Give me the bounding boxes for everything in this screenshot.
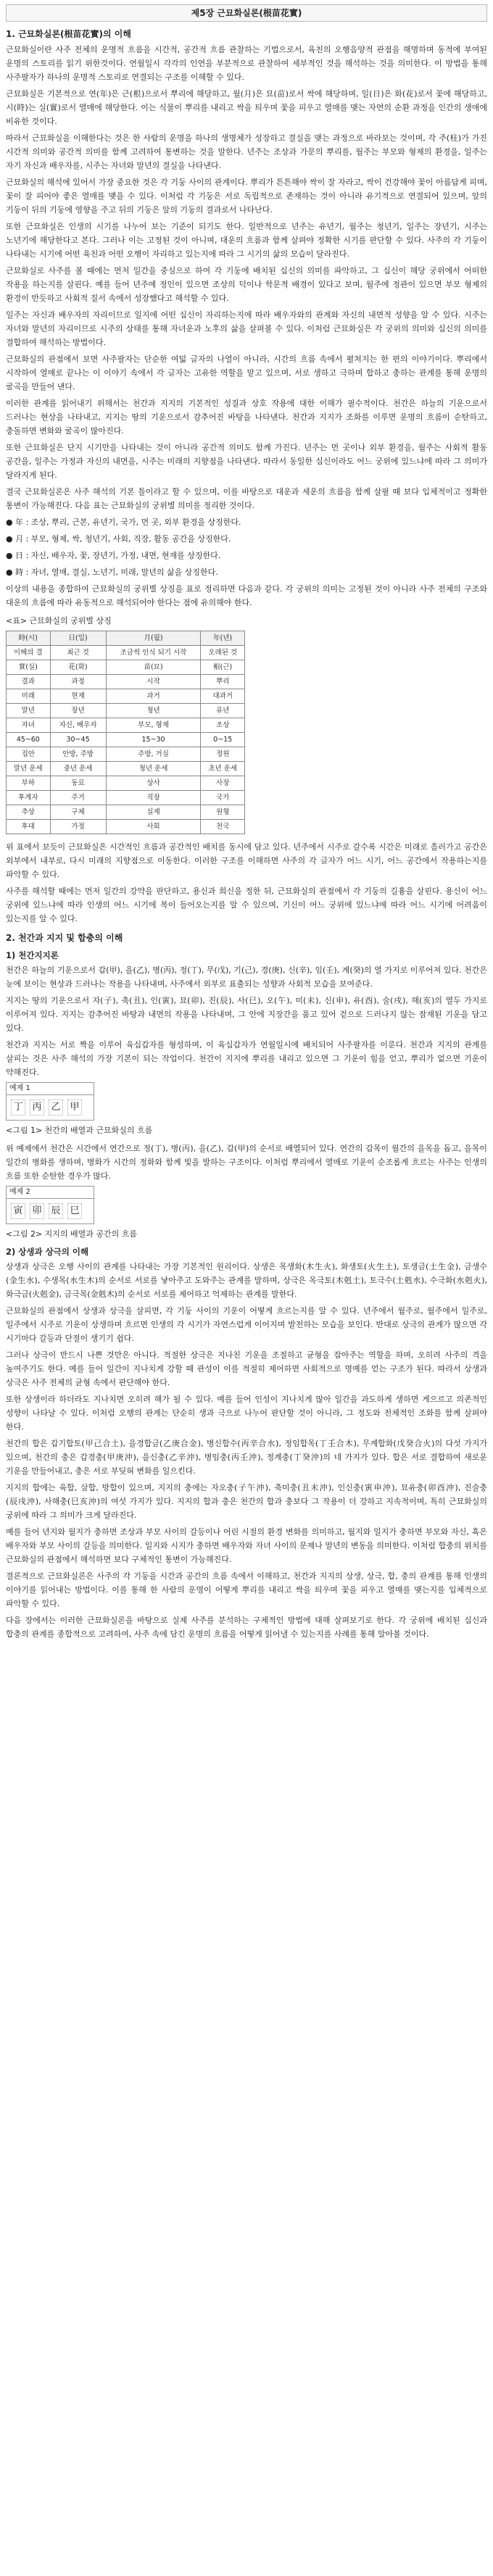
table-header-row bbox=[7, 631, 245, 646]
list-item: ● 日 : 자신, 배우자, 꽃, 장년기, 가정, 내면, 현재를 상징한다. bbox=[6, 551, 221, 560]
example-box-1 bbox=[6, 1082, 94, 1121]
subsection-heading-2-2: 2) 상생과 상극의 이해 bbox=[6, 1247, 89, 1257]
paragraph: 근묘화실은 기본적으로 연(年)은 근(根)으로서 뿌리에 해당하고, 월(月)은 묘(苗)로서 싹에 해당하며, 일(日)은 화(花)로서 꽃에 해당하고, 시(時)는 실(實)로서 열매에 해당한다. 이는 식물이 뿌리를 내리고 싹을 틔우며 꽃을 피우고 열매를 맺는 자연의 순환 과정을 인간의 생애에 비유한 것이다. bbox=[6, 89, 487, 126]
section-1-body bbox=[6, 43, 487, 512]
paragraph: 근묘화실의 관점에서 보면 사주팔자는 단순한 여덟 글자의 나열이 아니라, 시간의 흐름 속에서 펼쳐지는 한 편의 이야기이다. 뿌리에서 시작하여 열매로 끝나는 이 이야기 속에서 각 글자는 고유한 역할을 맡고 있으며, 서로 생하고 극하며 합하고 충하는 관계를 통해 운명의 굴곡을 만들어 낸다. bbox=[6, 354, 487, 391]
stem-char: 甲 bbox=[67, 1100, 82, 1115]
table-cell: 직장 bbox=[106, 791, 201, 805]
table-cell: 미래 bbox=[7, 689, 51, 704]
table-cell: 대과거 bbox=[201, 689, 245, 704]
document-page bbox=[6, 0, 487, 1641]
table-cell: 유년 bbox=[201, 704, 245, 718]
table-cell: 결과 bbox=[7, 675, 51, 689]
table-cell: 가정 bbox=[50, 820, 106, 834]
table-row bbox=[7, 776, 245, 791]
table-row bbox=[7, 689, 245, 704]
subsection-heading-2-1: 1) 천간지지론 bbox=[6, 950, 59, 960]
table-cell: 집안 bbox=[7, 747, 51, 762]
section-2-2-body bbox=[6, 1260, 487, 1641]
paragraph: 천간은 하늘의 기운으로서 갑(甲), 을(乙), 병(丙), 정(丁), 무(戊), 기(己), 경(庚), 신(辛), 임(壬), 계(癸)의 열 가지로 이루어져 있다. 천간은 눈에 보이는 현상과 드러나는 작용을 나타내며, 사주에서 외부로 표출되는 성향과 사회적 모습을 보여준다. bbox=[6, 965, 487, 989]
table-cell: 후대 bbox=[7, 820, 51, 834]
paragraph: 또한 근묘화실은 단지 시기만을 나타내는 것이 아니라 공간적 의미도 함께 가진다. 년주는 먼 곳이나 외부 환경을, 월주는 사회적 활동 공간을, 일주는 가정과 자신의 내면을, 시주는 미래의 지향점을 나타낸다. 따라서 동일한 십신이라도 어느 궁위에 있느냐에 따라 그 의미가 달라지게 된다. bbox=[6, 443, 487, 480]
table-cell: 상사 bbox=[106, 776, 201, 791]
table-row bbox=[7, 704, 245, 718]
table-cell: 후계자 bbox=[7, 791, 51, 805]
table-cell: 이해의 결 bbox=[7, 646, 51, 660]
table-cell: 천국 bbox=[201, 820, 245, 834]
paragraph: 또한 상생이라 하더라도 지나치면 오히려 해가 될 수 있다. 예를 들어 인성이 지나치게 많아 일간을 과도하게 생하면 게으르고 의존적인 성향이 나타날 수 있다. 이처럼 오행의 관계는 단순히 생과 극으로 나누어 판단할 것이 아니라, 그 정도와 전체적인 조화를 함께 살펴야 한다. bbox=[6, 1395, 487, 1432]
table-row bbox=[7, 660, 245, 675]
paragraph: 근묘화실로 사주를 볼 때에는 먼저 일간을 중심으로 하여 각 기둥에 배치된 십신의 의미를 파악하고, 그 십신이 해당 궁위에서 어떠한 작용을 하는지를 살핀다. 예를 들어 년주에 정인이 있으면 조상의 덕이나 학문적 배경이 있다고 보며, 월주에 정관이 있으면 부모 형제의 환경이 반듯하고 사회적 질서 속에서 성장했다고 해석할 수 있다. bbox=[6, 266, 487, 303]
table-body bbox=[7, 646, 245, 834]
table-caption: <표> 근묘화실의 궁위별 상징 bbox=[6, 616, 112, 626]
section-1-conclusion bbox=[6, 840, 487, 926]
table-cell: 안방, 주방 bbox=[50, 747, 106, 762]
table-cell: 초년 운세 bbox=[201, 762, 245, 776]
example-box-chars bbox=[7, 1199, 94, 1223]
branch-char: 卯 bbox=[30, 1203, 44, 1219]
table-cell: 根(근) bbox=[201, 660, 245, 675]
figure-caption: <그림 1> 천간의 배열과 근묘화실의 흐름 bbox=[6, 1126, 153, 1135]
paragraph: 지지의 합에는 육합, 삼합, 방합이 있으며, 지지의 충에는 자오충(子午沖), 축미충(丑未沖), 인신충(寅申沖), 묘유충(卯酉沖), 진술충(辰戌沖), 사해충(巳亥沖)의 여섯 가지가 있다. 지지의 합과 충은 천간의 합과 충보다 그 작용이 더 강하고 지속적이며, 특히 근묘화실의 궁위에 따라 그 의미가 크게 달라진다. bbox=[6, 1483, 487, 1520]
paragraph: 위 예제에서 천간은 시간에서 연간으로 정(丁), 병(丙), 을(乙), 갑(甲)의 순서로 배열되어 있다. 연간의 갑목이 월간의 을목을 돕고, 을목이 일간의 병화를 생하며, 병화가 시간의 정화와 함께 빛을 발하는 구조이다. 이처럼 뿌리에서 열매로 기운이 순조롭게 흐르는 사주는 인생의 흐름 또한 순탄한 경우가 많다. bbox=[6, 1144, 487, 1181]
chapter-title: 제5장 근묘화실론(根苗花實) bbox=[6, 4, 487, 22]
table-cell: 최근 것 bbox=[50, 646, 106, 660]
table-cell: 실제 bbox=[106, 805, 201, 820]
example-box-2 bbox=[6, 1186, 94, 1224]
branch-char: 辰 bbox=[49, 1203, 63, 1219]
position-symbol-table bbox=[6, 631, 245, 834]
table-cell: 자녀 bbox=[7, 718, 51, 733]
table-row bbox=[7, 791, 245, 805]
table-cell: 구체 bbox=[50, 805, 106, 820]
table-cell: 현재 bbox=[50, 689, 106, 704]
table-row bbox=[7, 718, 245, 733]
paragraph: 천간과 지지는 서로 짝을 이루어 육십갑자를 형성하며, 이 육십갑자가 연월일시에 배치되어 사주팔자를 이룬다. 천간과 지지의 관계를 살피는 것은 사주 해석의 가장 기본이 되는 작업이다. 천간이 지지에 뿌리를 내리고 있으면 그 기운이 힘을 얻고, 뿌리가 없으면 기운이 약해진다. bbox=[6, 1040, 487, 1077]
table-cell: 중년 운세 bbox=[50, 762, 106, 776]
paragraph: 따라서 근묘화실을 이해한다는 것은 한 사람의 운명을 하나의 생명체가 성장하고 결실을 맺는 과정으로 바라보는 것이며, 각 주(柱)가 가진 시간적 의미와 공간적 의미를 함께 고려하여 통변하는 것을 말한다. 년주는 조상과 가문의 뿌리를, 월주는 부모와 형제의 환경을, 일주는 자기 자신과 배우자를, 시주는 자녀와 말년의 결실을 나타낸다. bbox=[6, 133, 487, 170]
table-cell: 0~15 bbox=[201, 733, 245, 747]
table-cell: 苗(묘) bbox=[106, 660, 201, 675]
table-header-cell: 月(월) bbox=[106, 631, 201, 646]
table-cell: 주거 bbox=[50, 791, 106, 805]
paragraph: 결론적으로 근묘화실론은 사주의 각 기둥을 시간과 공간의 흐름 속에서 이해하고, 천간과 지지의 상생, 상극, 합, 충의 관계를 통해 인생의 이야기를 읽어내는 방법이다. 이를 통해 한 사람의 운명이 어떻게 뿌리를 내리고 싹을 틔우며 꽃을 피우고 열매를 맺는지를 입체적으로 파악할 수 있다. bbox=[6, 1571, 487, 1608]
table-cell: 청년 운세 bbox=[106, 762, 201, 776]
paragraph: 사주를 해석할 때에는 먼저 일간의 강약을 판단하고, 용신과 희신을 정한 뒤, 근묘화실의 관점에서 각 기둥의 길흉을 살핀다. 용신이 어느 궁위에 있느냐에 따라 인생의 어느 시기에 복이 들어오는지를 알 수 있으며, 기신이 어느 궁위에 있느냐에 따라 어느 시기에 어려움이 있는지를 알 수 있다. bbox=[6, 886, 487, 923]
paragraph: 근묘화실이란 사주 전체의 운명적 흐름을 시간적, 공간적 흐름 관찰하는 기법으로서, 육친의 오행음양적 관점을 해명하며 동적에 부여된 운명의 스토리를 읽기 위한것이다. 연월일시 각각의 인연을 부분적으로 관찰하여 세부적인 것을 해석하는 것을 의미한다. 이 방법을 통해 사주팔자가 하나의 운명적 스토리로 연결되는 구조를 이해할 수 있다. bbox=[6, 45, 487, 82]
paragraph: 그러나 상극이 반드시 나쁜 것만은 아니다. 적절한 상극은 지나친 기운을 조절하고 균형을 잡아주는 역할을 하며, 오히려 사주의 격을 높여주기도 한다. 예를 들어 일간이 지나치게 강할 때 관성이 이를 적절히 제어하면 사회적으로 명예를 얻는 구조가 된다. 따라서 상생과 상극은 사주 전체의 균형 속에서 판단해야 한다. bbox=[6, 1350, 487, 1387]
table-cell: 부하 bbox=[7, 776, 51, 791]
paragraph: 이상의 내용을 종합하여 근묘화실의 궁위별 상징을 표로 정리하면 다음과 같다. 각 궁위의 의미는 고정된 것이 아니라 사주 전체의 구조와 대운의 흐름에 따라 유동적으로 해석되어야 한다는 점에 유의해야 한다. bbox=[6, 584, 487, 607]
paragraph: 근묘화실의 해석에 있어서 가장 중요한 것은 각 기둥 사이의 관계이다. 뿌리가 튼튼해야 싹이 잘 자라고, 싹이 건강해야 꽃이 아름답게 피며, 꽃이 잘 피어야 좋은 열매를 맺을 수 있다. 이처럼 각 기둥은 서로 독립적으로 존재하는 것이 아니라 유기적으로 연결되어 있으며, 앞의 기둥이 뒤의 기둥에 영향을 주고 뒤의 기둥은 앞의 기둥의 결과로서 나타난다. bbox=[6, 178, 487, 215]
paragraph: 이러한 관계를 읽어내기 위해서는 천간과 지지의 기본적인 성질과 상호 작용에 대한 이해가 필수적이다. 천간은 하늘의 기운으로서 드러나는 현상을 나타내고, 지지는 땅의 기운으로서 감추어진 바탕을 나타낸다. 천간과 지지가 조화를 이루면 운명의 흐름이 순탄하고, 충돌하면 변화와 굴곡이 많아진다. bbox=[6, 399, 487, 436]
table-cell: 주방, 거실 bbox=[106, 747, 201, 762]
paragraph: 다음 장에서는 이러한 근묘화실론을 바탕으로 실제 사주를 분석하는 구체적인 방법에 대해 살펴보기로 한다. 각 궁위에 배치된 십신과 합충의 관계를 종합적으로 고려하여, 사주 속에 담긴 운명의 흐름을 어떻게 읽어낼 수 있는지를 사례를 통해 알아볼 것이다. bbox=[6, 1616, 487, 1639]
table-row bbox=[7, 762, 245, 776]
table-cell: 15~30 bbox=[106, 733, 201, 747]
symbol-list bbox=[6, 515, 487, 579]
table-row bbox=[7, 646, 245, 660]
table-cell: 조금씩 인식 되기 시작 bbox=[106, 646, 201, 660]
stem-char: 乙 bbox=[49, 1100, 63, 1115]
paragraph: 근묘화실의 관점에서 상생과 상극을 살피면, 각 기둥 사이의 기운이 어떻게 흐르는지를 알 수 있다. 년주에서 월주로, 월주에서 일주로, 일주에서 시주로 기운이 상생하며 흐르면 인생의 각 시기가 자연스럽게 이어지며 발전하는 모습을 보인다. 반대로 상극의 관계가 많으면 각 시기마다 갈등과 단절이 생기기 쉽다. bbox=[6, 1306, 487, 1343]
table-header-cell: 日(일) bbox=[50, 631, 106, 646]
paragraph: 일주는 자신과 배우자의 자리이므로 일지에 어떤 십신이 자리하는지에 따라 배우자와의 관계와 자신의 내면적 성향을 알 수 있다. 시주는 자녀와 말년의 자리이므로 시주의 상태를 통해 자녀운과 노후의 삶을 살펴볼 수 있다. 이처럼 근묘화실은 각 궁위의 의미와 십신의 의미를 결합하여 해석하는 방법이다. bbox=[6, 310, 487, 347]
table-row bbox=[7, 820, 245, 834]
paragraph: 예를 들어 년지와 월지가 충하면 조상과 부모 사이의 갈등이나 어린 시절의 환경 변화를 의미하고, 월지와 일지가 충하면 부모와 자신, 혹은 배우자와 부모 사이의 갈등을 의미한다. 일지와 시지가 충하면 배우자와 자녀 사이의 문제나 말년의 변동을 의미한다. 이처럼 합충의 위치를 근묘화실의 관점에서 해석하면 보다 구체적인 통변이 가능해진다. bbox=[6, 1527, 487, 1564]
table-cell: 말년 운세 bbox=[7, 762, 51, 776]
paragraph: 상생과 상극은 오행 사이의 관계를 나타내는 가장 기본적인 원리이다. 상생은 목생화(木生火), 화생토(火生土), 토생금(土生金), 금생수(金生水), 수생목(水生木)의 순서로 서로를 낳아주고 도와주는 관계를 말하며, 상극은 목극토(木剋土), 토극수(土剋水), 수극화(水剋火), 화극금(火剋金), 금극목(金剋木)의 순서로 서로를 제어하고 억제하는 관계를 말한다. bbox=[6, 1262, 487, 1299]
table-header-cell: 時(시) bbox=[7, 631, 51, 646]
table-cell: 장년 bbox=[50, 704, 106, 718]
figure-caption: <그림 2> 지지의 배열과 공간의 흐름 bbox=[6, 1229, 138, 1239]
table-cell: 오래된 것 bbox=[201, 646, 245, 660]
paragraph: 천간의 합은 갑기합토(甲己合土), 을경합금(乙庚合金), 병신합수(丙辛合水), 정임합목(丁壬合木), 무계합화(戊癸合火)의 다섯 가지가 있으며, 천간의 충은 갑경충(甲庚沖), 을신충(乙辛沖), 병임충(丙壬沖), 정계충(丁癸沖)의 네 가지가 있다. 합은 서로 결합하여 새로운 기운을 만들어내고, 충은 서로 부딪혀 변화를 일으킨다. bbox=[6, 1439, 487, 1476]
paragraph: 위 표에서 보듯이 근묘화실은 시간적인 흐름과 공간적인 배치를 동시에 담고 있다. 년주에서 시주로 갈수록 시간은 미래로 흘러가고 공간은 외부에서 내부로, 다시 미래의 지향점으로 이동한다. 이러한 구조를 이해하면 사주의 각 글자가 어느 시기, 어느 공간에서 작용하는지를 파악할 수 있다. bbox=[6, 842, 487, 879]
table-cell: 원형 bbox=[201, 805, 245, 820]
table-row bbox=[7, 805, 245, 820]
branch-char: 寅 bbox=[11, 1203, 25, 1219]
example-box-label: 예제 2 bbox=[7, 1187, 94, 1199]
table-row bbox=[7, 675, 245, 689]
list-item: ● 時 : 자녀, 열매, 결실, 노년기, 미래, 말년의 삶을 상징한다. bbox=[6, 568, 218, 577]
table-cell: 과거 bbox=[106, 689, 201, 704]
table-cell: 청년 bbox=[106, 704, 201, 718]
table-cell: 조상 bbox=[201, 718, 245, 733]
section-heading-2: 2. 천간과 지지 및 합충의 이해 bbox=[6, 933, 123, 943]
table-cell: 花(화) bbox=[50, 660, 106, 675]
paragraph: 또한 근묘화실은 인생의 시기를 나누어 보는 기준이 되기도 한다. 일반적으로 년주는 유년기, 월주는 청년기, 일주는 장년기, 시주는 노년기에 해당한다고 본다. 그러나 이는 고정된 것이 아니며, 대운의 흐름과 함께 살펴야 정확한 시기를 판단할 수 있다. 사주의 각 기둥이 나타내는 시기에 어떤 육친과 어떤 오행이 자리하고 있는지에 따라 그 시기의 삶의 모습이 달라진다. bbox=[6, 222, 487, 259]
stem-char: 丙 bbox=[30, 1100, 44, 1115]
example-box-label: 예제 1 bbox=[7, 1083, 94, 1095]
table-cell: 추상 bbox=[7, 805, 51, 820]
table-row bbox=[7, 733, 245, 747]
table-cell: 實(실) bbox=[7, 660, 51, 675]
list-item: ● 月 : 부모, 형제, 싹, 청년기, 사회, 직장, 활동 공간을 상징한다. bbox=[6, 534, 231, 544]
table-cell: 시작 bbox=[106, 675, 201, 689]
table-cell: 부모, 형제 bbox=[106, 718, 201, 733]
table-cell: 45~60 bbox=[7, 733, 51, 747]
table-cell: 말년 bbox=[7, 704, 51, 718]
stem-char: 丁 bbox=[11, 1100, 25, 1115]
table-cell: 국가 bbox=[201, 791, 245, 805]
table-row bbox=[7, 747, 245, 762]
branch-char: 巳 bbox=[67, 1203, 82, 1219]
example-box-chars bbox=[7, 1095, 94, 1120]
table-cell: 동료 bbox=[50, 776, 106, 791]
table-cell: 자신, 배우자 bbox=[50, 718, 106, 733]
table-cell: 사회 bbox=[106, 820, 201, 834]
table-cell: 사장 bbox=[201, 776, 245, 791]
paragraph: 지지는 땅의 기운으로서 자(子), 축(丑), 인(寅), 묘(卯), 진(辰), 사(巳), 오(午), 미(未), 신(申), 유(酉), 술(戌), 해(亥)의 열두 가지로 이루어져 있다. 지지는 감추어진 바탕과 내면의 작용을 나타내며, 그 안에 지장간을 품고 있어 겉으로 드러나지 않는 잠재된 기운을 담고 있다. bbox=[6, 996, 487, 1033]
section-heading-1: 1. 근묘화실론(根苗花實)의 이해 bbox=[6, 29, 131, 39]
table-cell: 뿌리 bbox=[201, 675, 245, 689]
table-cell: 30~45 bbox=[50, 733, 106, 747]
table-cell: 과정 bbox=[50, 675, 106, 689]
table-cell: 정원 bbox=[201, 747, 245, 762]
paragraph: 결국 근묘화실론은 사주 해석의 기본 틀이라고 할 수 있으며, 이를 바탕으로 대운과 세운의 흐름을 함께 살필 때 보다 입체적이고 정확한 통변이 가능해진다. 다음 표는 근묘화실의 궁위별 의미를 정리한 것이다. bbox=[6, 487, 487, 510]
table-header-cell: 年(년) bbox=[201, 631, 245, 646]
list-item: ● 年 : 조상, 뿌리, 근본, 유년기, 국가, 먼 곳, 외부 환경을 상징한다. bbox=[6, 518, 241, 527]
